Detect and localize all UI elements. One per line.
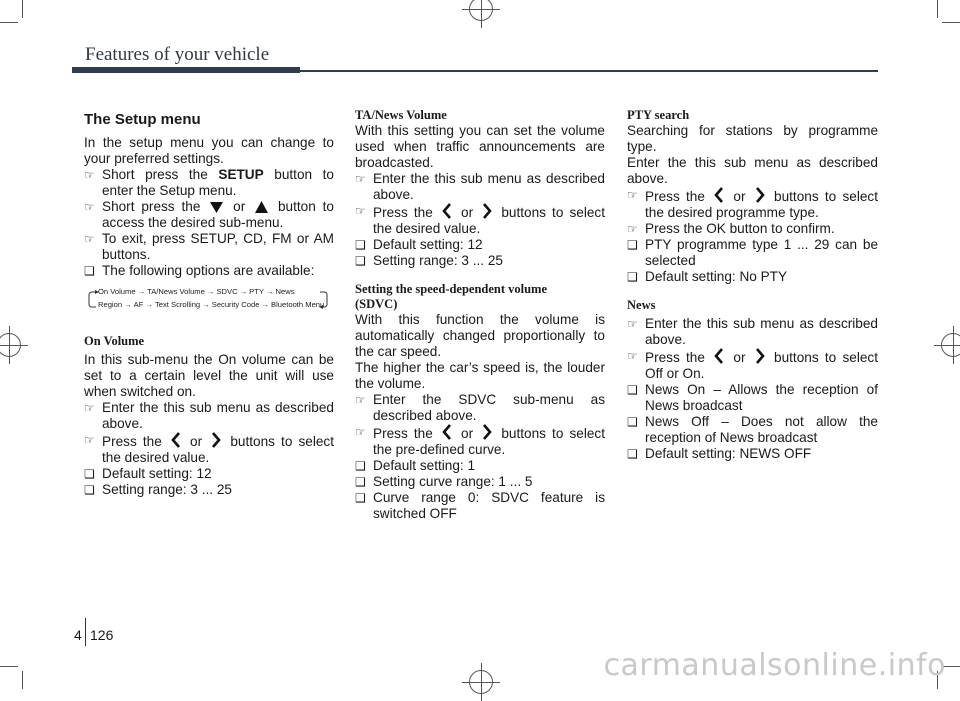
- flow-item: On Volume: [98, 287, 136, 296]
- list-item: [84, 263, 334, 279]
- subsection-heading: News: [627, 298, 656, 312]
- list-item: [627, 237, 878, 269]
- pointer-icon: ☞: [627, 222, 638, 236]
- item-text: button to access the desired sub-menu.: [102, 199, 334, 230]
- crop-mark: [22, 0, 23, 18]
- list-item: [355, 490, 605, 522]
- setup-key-label: SETUP: [218, 167, 264, 182]
- pointer-icon: ☞: [84, 401, 95, 415]
- item-text: buttons to select the desired value.: [102, 434, 335, 465]
- section-number: 4: [74, 627, 82, 643]
- subsection-heading: On Volume: [84, 334, 145, 348]
- triangle-up-icon: [255, 201, 268, 213]
- arrow-right-icon: →: [265, 287, 274, 296]
- list-item: [627, 414, 878, 446]
- subsection-heading: Setting the speed-dependent volume: [355, 282, 548, 296]
- crop-mark: [0, 22, 18, 23]
- item-text: Enter the this sub menu as described above.: [373, 171, 605, 202]
- registration-mark-icon: [941, 333, 960, 357]
- flow-item: Text Scrolling: [154, 300, 201, 309]
- registration-mark-icon: [469, 0, 493, 21]
- item-text: Press the: [373, 205, 439, 220]
- checkbox-icon: ❑: [355, 238, 366, 252]
- triangle-down-icon: [210, 201, 223, 213]
- checkbox-icon: ❑: [355, 254, 366, 268]
- item-text: or: [454, 426, 480, 441]
- chevron-left-icon: [171, 432, 181, 448]
- list-item: [627, 221, 878, 237]
- page-number-divider: [85, 618, 86, 646]
- pointer-icon: ☞: [627, 188, 638, 202]
- item-text: Default setting: No PTY: [645, 269, 788, 284]
- item-text: Setting range: 3 ... 25: [373, 253, 503, 268]
- item-text: Enter the this sub menu as described above.: [645, 316, 878, 347]
- item-text: The following options are available:: [102, 263, 315, 278]
- item-text: Press the: [645, 189, 712, 204]
- chevron-right-icon: [482, 203, 492, 219]
- checkbox-icon: ❑: [84, 467, 95, 481]
- item-text: PTY programme type 1 ... 29 can be selected: [645, 237, 878, 268]
- list-item: [355, 237, 605, 253]
- checkbox-icon: ❑: [627, 447, 638, 461]
- crop-mark: [942, 22, 960, 23]
- paragraph: Searching for stations by programme type.: [627, 123, 878, 154]
- pointer-icon: ☞: [627, 317, 638, 331]
- checkbox-icon: ❑: [627, 383, 638, 397]
- pointer-icon: ☞: [84, 232, 95, 246]
- page-header-title: Features of your vehicle: [85, 44, 270, 65]
- checkbox-icon: ❑: [84, 483, 95, 497]
- item-text: News Off – Does not allow the reception of News broadcast: [645, 414, 878, 445]
- crop-mark: [937, 0, 938, 18]
- item-text: buttons to select the desired programme type.: [645, 189, 878, 220]
- chevron-left-icon: [714, 187, 724, 203]
- subsection-heading: (SDVC): [355, 297, 398, 311]
- column-right: [627, 108, 878, 462]
- pointer-icon: ☞: [84, 168, 95, 182]
- flow-item: Security Code: [211, 300, 260, 309]
- item-text: or: [183, 434, 209, 449]
- item-text: buttons to select Off or On.: [645, 350, 878, 381]
- paragraph: The higher the car’s speed is, the louder the volume.: [355, 360, 605, 391]
- pointer-icon: ☞: [355, 425, 366, 439]
- arrow-right-icon: →: [145, 300, 153, 309]
- subsection-heading: PTY search: [627, 108, 690, 122]
- item-text: Setting curve range: 1 ... 5: [373, 474, 533, 489]
- checkbox-icon: ❑: [355, 459, 366, 473]
- chevron-right-icon: [482, 424, 492, 440]
- checkbox-icon: ❑: [355, 475, 366, 489]
- list-item: [355, 392, 605, 424]
- item-text: Press the: [645, 350, 712, 365]
- flow-item: PTY: [249, 287, 264, 296]
- item-text: Enter the SDVC sub-menu as described above.: [373, 392, 605, 423]
- list-item: [84, 231, 334, 263]
- flow-item: TA/News Volume: [147, 287, 205, 296]
- item-text: Default setting: 1: [373, 458, 476, 473]
- list-item: [84, 466, 334, 482]
- item-text: or: [226, 199, 253, 214]
- pointer-icon: ☞: [84, 200, 95, 214]
- intro-paragraph: In the setup menu you can change to your preferred settings.: [84, 135, 334, 166]
- item-text: News On – Allows the reception of News broadcast: [645, 382, 878, 413]
- page-number: 126: [90, 627, 114, 643]
- section-title: The Setup menu: [84, 111, 201, 128]
- list-item: [84, 432, 334, 466]
- menu-flow-diagram: [84, 285, 334, 315]
- item-text: Default setting: 12: [102, 466, 212, 481]
- item-text: Press the: [373, 426, 439, 441]
- flow-row-2: [98, 300, 324, 310]
- list-item: [84, 167, 334, 199]
- column-middle: [355, 108, 605, 522]
- chevron-right-icon: [755, 187, 765, 203]
- checkbox-icon: ❑: [355, 491, 366, 505]
- arrow-right-icon: →: [206, 287, 215, 296]
- list-item: [355, 253, 605, 269]
- header-bar: [72, 67, 300, 73]
- column-left: [84, 108, 334, 498]
- list-item: [627, 316, 878, 348]
- item-text: or: [454, 205, 480, 220]
- list-item: [355, 474, 605, 490]
- paragraph: In this sub-menu the On volume can be set to a certain level the unit will use when switched on.: [84, 352, 334, 399]
- chevron-left-icon: [442, 203, 452, 219]
- list-item: [84, 400, 334, 432]
- chevron-left-icon: [442, 424, 452, 440]
- list-item: [84, 199, 334, 231]
- list-item: [355, 458, 605, 474]
- item-text: Short press the: [102, 167, 219, 182]
- arrow-right-icon: →: [261, 300, 270, 309]
- flow-item: Bluetooth Menu: [271, 300, 325, 309]
- registration-mark-icon: [0, 333, 21, 357]
- chevron-right-icon: [755, 348, 765, 364]
- arrow-right-icon: →: [137, 287, 146, 296]
- chevron-right-icon: [211, 432, 221, 448]
- pointer-icon: ☞: [627, 349, 638, 363]
- arrow-right-icon: →: [239, 287, 248, 296]
- paragraph: Enter the this sub menu as described above.: [627, 155, 878, 186]
- list-item: [627, 269, 878, 285]
- crop-mark: [0, 666, 18, 667]
- pointer-icon: ☞: [355, 393, 366, 407]
- list-item: [355, 203, 605, 237]
- item-text: Default setting: NEWS OFF: [645, 446, 812, 461]
- registration-mark-icon: [469, 670, 493, 694]
- flow-item: Region: [98, 300, 123, 309]
- list-item: [627, 382, 878, 414]
- list-item: [355, 424, 605, 458]
- item-text: button to enter the Setup menu.: [102, 167, 334, 198]
- pointer-icon: ☞: [84, 433, 95, 447]
- item-text: or: [727, 189, 752, 204]
- item-text: Press the OK button to confirm.: [645, 221, 835, 236]
- arrow-right-icon: →: [124, 300, 132, 309]
- list-item: [627, 187, 878, 221]
- pointer-icon: ☞: [355, 172, 366, 186]
- subsection-heading: TA/News Volume: [355, 108, 447, 122]
- pointer-icon: ☞: [355, 204, 366, 218]
- list-item: [627, 348, 878, 382]
- item-text: or: [727, 350, 752, 365]
- checkbox-icon: ❑: [627, 270, 638, 284]
- crop-mark: [22, 671, 23, 689]
- item-text: Curve range 0: SDVC feature is switched OFF: [373, 490, 605, 521]
- paragraph: With this function the volume is automatically changed proportionally to the car speed.: [355, 312, 605, 359]
- flow-item: AF: [133, 300, 144, 309]
- flow-row-1: [98, 287, 295, 297]
- list-item: [627, 446, 878, 462]
- watermark: carmanualsonline.info: [603, 648, 946, 683]
- list-item: [355, 171, 605, 203]
- list-item: [84, 482, 334, 498]
- item-text: Setting range: 3 ... 25: [102, 482, 232, 497]
- item-text: To exit, press SETUP, CD, FM or AM buttons.: [102, 231, 334, 262]
- flow-item: News: [275, 287, 295, 296]
- arrow-right-icon: →: [202, 300, 210, 309]
- item-text: Enter the this sub menu as described above.: [102, 400, 334, 431]
- item-text: Default setting: 12: [373, 237, 483, 252]
- checkbox-icon: ❑: [84, 264, 95, 278]
- paragraph: With this setting you can set the volume used when traffic announcements are broadcasted.: [355, 123, 605, 170]
- item-text: Press the: [102, 434, 168, 449]
- chevron-left-icon: [714, 348, 724, 364]
- item-text: buttons to select the pre-defined curve.: [373, 426, 606, 457]
- checkbox-icon: ❑: [627, 415, 638, 429]
- flow-item: SDVC: [216, 287, 238, 296]
- checkbox-icon: ❑: [627, 238, 638, 252]
- item-text: buttons to select the desired value.: [373, 205, 606, 236]
- item-text: Short press the: [102, 199, 208, 214]
- header-rule: [300, 70, 878, 72]
